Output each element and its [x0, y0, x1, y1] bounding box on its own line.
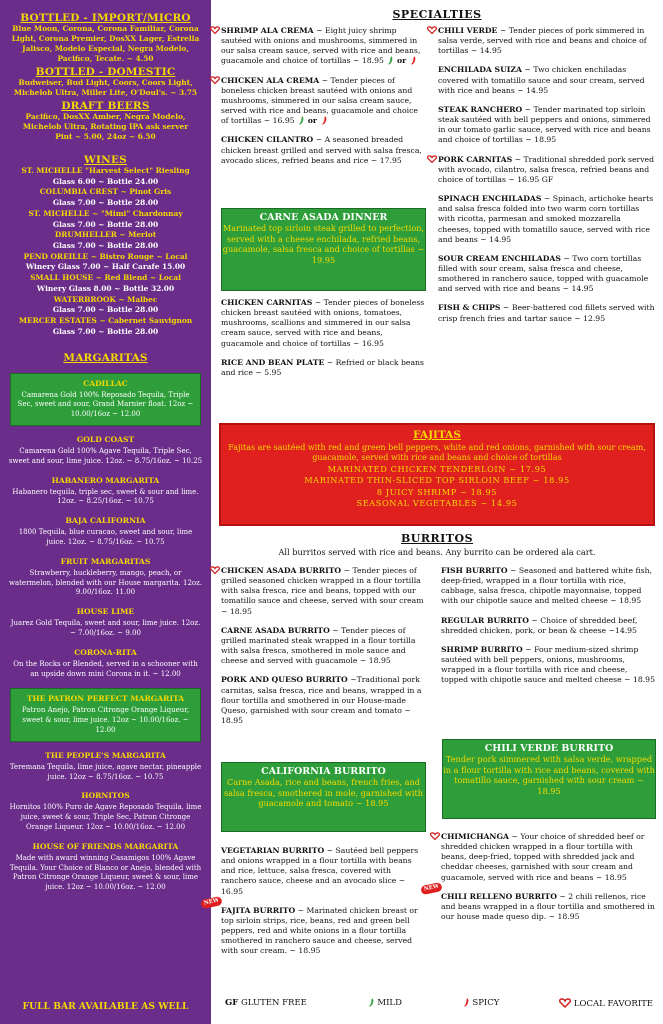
fajitas-desc: Fajitas are sautéed with red and green bell peppers, white and red onions, garnished with sour cream, guacamole, served with rice and beans and choice of tortillas [228, 443, 646, 463]
menu-item-name: CHILI RELLENO BURRITO [441, 891, 557, 901]
margarita-item [8, 751, 203, 783]
local-favorite-icon [210, 76, 220, 85]
margarita-desc: Made with award winning Casamigos 100% Agave Tequila. Your Choice of Blanco or Anejo, blended with Patron Citronge Orange Liqueur, sweet & sour, lime juice. 12oz ~ 10.00/16oz. ~ 12.00 [9, 853, 202, 892]
menu-item [438, 303, 656, 323]
specialties-right-column [438, 26, 656, 333]
menu-item-name: CHICKEN ALA CREMA [221, 75, 320, 85]
menu-item-name: CHILI VERDE [438, 26, 498, 35]
menu-item-desc: ~ Tender pieces of grilled seasoned chicken wrapped in a flour tortilla with salsa fresca, rice and beans, topped with our tomatillo sauce and cheese, served with sour cream ~ 18.95 [221, 566, 424, 616]
menu-item-name: FISH & CHIPS [438, 303, 501, 313]
local-favorite-icon [210, 26, 220, 35]
burritos-right-column-lower [423, 832, 656, 931]
wine-name: COLUMBIA CREST ~ Pinot Gris [39, 187, 172, 197]
margarita-list [8, 373, 203, 893]
draft-title: DRAFT BEERS [61, 99, 150, 112]
menu-item-desc: ~ Marinated chicken breast or top sirloin strips, rice, beans, red and green bell peppers, red and white onions in a flour tortilla smothered in ranchero sauce and cheese, served with sour cream. ~ 18.95 [221, 905, 418, 956]
gf-text: GLUTEN FREE [241, 998, 307, 1008]
fav-text: LOCAL FAVORITE [573, 998, 653, 1009]
wine-name: MERCER ESTATES ~ Cabernet Sauvignon [18, 316, 193, 326]
menu-item-name: PORK AND QUESO BURRITO [221, 675, 348, 685]
wine-price: Glass 7.00 ~ Bottle 28.00 [52, 198, 159, 208]
menu-item-desc: ~ Tender marinated top sirloin steak sautéed with bell peppers and onions, simmered in our tomato garlic sauce, served with rice and beans and choice of tortillas ~ 18.95 [438, 104, 651, 145]
wine-name: WATERBROOK ~ Malbec [53, 294, 158, 304]
menu-item-desc: ~ Two corn tortillas filled with sour cream, salsa fresca and cheese, smothered in ranchero sauce, topped with guacamole and served with rice and beans ~ 14.95 [438, 253, 649, 294]
menu-item-name: CARNE ASADA BURRITO [221, 625, 330, 635]
menu-item-name: VEGETARIAN BURRITO [221, 846, 325, 855]
menu-item-name: FAJITA BURRITO [221, 905, 296, 915]
margarita-name: HOUSE OF FRIENDS MARGARITA [32, 841, 179, 851]
legend-mild [367, 998, 402, 1008]
margarita-name: CORONA-RITA [74, 647, 137, 657]
menu-item [438, 105, 656, 146]
specialties-left-column [221, 26, 426, 175]
margarita-item [10, 373, 201, 426]
menu-item [221, 566, 426, 617]
menu-item [438, 65, 656, 95]
menu-item [221, 76, 426, 127]
carne-asada-feature [221, 208, 426, 291]
spicy-text: SPICY [472, 998, 500, 1008]
chili-verde-burrito-desc: Tender pork simmered with salsa verde, wrapped in a flour tortilla with rice and beans, covered with tomatillo sauce, garnished with sour cream ~ 18.95 [443, 754, 655, 796]
margarita-item [8, 435, 203, 467]
wine-name: PEND OREILLE ~ Bistro Rouge ~ Local [23, 251, 188, 261]
local-favorite-icon [210, 566, 220, 575]
menu-item [438, 155, 656, 185]
menu-item [221, 626, 426, 667]
legend-spicy [462, 998, 500, 1008]
menu-item-name: STEAK RANCHERO [438, 104, 523, 114]
menu-item-desc: ~ Two chicken enchiladas covered with tomatillo sauce and sour cream, served with rice and beans ~ 14.95 [438, 65, 645, 95]
margarita-item [8, 476, 203, 508]
full-bar-footer: FULL BAR AVAILABLE AS WELL [22, 1001, 189, 1012]
draft-text: Pacifico, DosXX Amber, Negra Modelo, Michelob Ultra, Rotating IPA ask server [22, 111, 189, 131]
menu-item-name: SHRIMP BURRITO [441, 644, 523, 654]
wine-price: Winery Glass 7.00 ~ Half Carafe 15.00 [25, 262, 186, 272]
margarita-item [10, 688, 201, 741]
local-favorite-icon [427, 155, 437, 164]
menu-item-name: RICE AND BEAN PLATE [221, 357, 325, 367]
menu-item-desc: ~ Refried or black beans and rice ~ 5.95 [221, 357, 424, 377]
menu-item-desc: ~ Tender pieces of pork simmered in salsa verde, served with rice and beans and choice of tortillas ~ 14.95 [438, 26, 647, 56]
fajita-option: MARINATED CHICKEN TENDERLOIN ~ 17.95 [327, 463, 547, 474]
local-favorite-icon [427, 26, 437, 35]
fajita-options [221, 464, 653, 510]
wine-name: DRUMHELLER ~ Merlot [54, 230, 157, 240]
menu-item-name: PORK CARNITAS [438, 154, 513, 164]
margarita-desc: Strawberry, huckleberry, mango, peach, or watermelon, blended with our House margarita. 12oz. 9.00/16oz. 11.00 [8, 568, 203, 597]
burritos-title: BURRITOS [400, 532, 474, 545]
chili-verde-burrito-title: CHILI VERDE BURRITO [484, 743, 614, 754]
margarita-desc: Patron Anejo, Patron Citronge Orange Liqueur, sweet & sour, lime juice. 12oz ~ 10.00/16oz. ~ 12.00 [21, 706, 190, 734]
margarita-name: CADILLAC [83, 378, 128, 388]
wine-name: ST. MICHELLE ~ "Mimi" Chardonnay [28, 208, 183, 218]
margarita-desc: Teremana Tequila, lime juice, agave nectar, pineapple juice. 12oz ~ 8.75/16oz. ~ 10.75 [9, 762, 202, 781]
wine-price: Glass 7.00 ~ Bottle 28.00 [52, 219, 159, 229]
local-favorite-icon [430, 832, 440, 841]
menu-item [221, 846, 426, 897]
menu-item [221, 26, 426, 67]
margarita-desc: Camarena Gold 100% Agave Tequila, Triple Sec, sweet and sour, lime juice. 12oz. ~ 8.75/16oz. ~ 10.25 [8, 447, 203, 465]
california-burrito-feature [221, 762, 426, 832]
drinks-sidebar [0, 0, 211, 1024]
menu-item-name: CHICKEN CILANTRO [221, 135, 314, 145]
wines-title: WINES [84, 153, 127, 166]
burritos-right-column [441, 566, 656, 695]
menu-item [423, 883, 656, 922]
chili-verde-burrito-feature [442, 739, 656, 819]
legend-local-favorite [559, 998, 653, 1009]
margarita-name: THE PATRON PERFECT MARGARITA [26, 694, 185, 704]
menu-item [441, 616, 656, 636]
menu-item [441, 566, 656, 607]
margarita-name: FRUIT MARGARITAS [60, 556, 151, 566]
legend-gluten-free [225, 998, 307, 1008]
menu-item [438, 26, 656, 56]
margarita-desc: Camarena Gold 100% Reposado Tequila, Triple Sec, sweet and sour, Grand Marnier float. 12oz ~ 10.00/16oz ~ 12.00 [17, 390, 194, 419]
gf-mark: GF [225, 998, 239, 1008]
margarita-name: BAJA CALIFORNIA [65, 516, 146, 526]
new-badge: NEW [420, 882, 443, 895]
menu-item [438, 194, 656, 245]
menu-item-name: CHIMICHANGA [441, 832, 509, 841]
specialties-title: SPECIALTIES [392, 8, 482, 21]
bottled-domestic-title: BOTTLED - DOMESTIC [35, 65, 176, 78]
burritos-subtitle: All burritos served with rice and beans. Any burrito can be ordered ala cart. [278, 547, 596, 557]
margarita-name: HABANERO MARGARITA [51, 475, 160, 485]
menu-item [203, 897, 426, 957]
menu-item-desc: ~ Spinach, artichoke hearts and salsa fresca folded into two warm corn tortillas with ricotta, parmesan and smoked mozzarella cheeses, topped with tomatillo sauce, served with rice and beans ~ 14.95 [438, 194, 654, 244]
mild-pepper-icon [297, 116, 305, 125]
fajita-option: SEASONAL VEGETABLES ~ 14.95 [356, 498, 518, 509]
menu-item-desc: ~ Tender pieces of boneless chicken breast sautéed with onions and mushrooms, simmered in our salsa cream sauce, served with rice and beans, guacamole and choice of tortillas ~ 16.95 [221, 75, 418, 126]
margarita-desc: 1800 Tequila, blue curacao, sweet and sour, lime juice. 12oz. ~ 8.75/16oz. ~ 10.75 [18, 528, 193, 546]
margarita-item [8, 516, 203, 548]
fajitas-title: FAJITAS [413, 429, 461, 441]
bottled-domestic-text: Budweiser, Bud Light, Coors, Coors Light, Michelob Ultra, Miller Lite, O'Doul's. ~ 3.75 [13, 77, 198, 97]
bottled-import-text: Blue Moon, Corona, Corona Familiar, Corona Light, Corona Premier, DosXX Lager, Estrella Jalisco, Modelo Especial, Negra Modelo, Pacifico, Tecate. ~ 4.50 [11, 24, 200, 63]
carne-asada-desc: Marinated top sirloin steak grilled to perfection, served with a cheese enchilada, refried beans, guacamole, salsa fresca and choice of tortillas ~ 19.95 [222, 223, 425, 265]
or-text: or [394, 56, 409, 66]
menu-item [441, 832, 656, 883]
menu-item [221, 298, 426, 349]
margaritas-title: MARGARITAS [63, 351, 148, 364]
margarita-item [8, 557, 203, 598]
mild-text: MILD [377, 998, 402, 1008]
margarita-item [8, 842, 203, 893]
menu-item-desc: ~ Seasoned and battered white fish, deep-fried, wrapped in a flour tortilla with rice, cabbage, salsa fresca, chipotle mayonnaise, topped with our chipotle sauce and melted cheese ~ 18.95 [441, 566, 652, 606]
margarita-desc: Habanero tequila, triple sec, sweet & sour and lime. 12oz. ~ 8.25/16oz. ~ 10.75 [12, 487, 199, 506]
menu-item [221, 675, 426, 726]
menu-item-name: ENCHILADA SUIZA [438, 65, 522, 75]
margarita-name: HORNITOS [81, 791, 130, 801]
fajitas-box [219, 423, 655, 526]
menu-item-name: CHICKEN CARNITAS [221, 298, 313, 307]
menu-item-desc: ~ Eight juicy shrimp sautéed with onions and mushrooms, simmered in our salsa cream sauce, served with rice and beans, guacamole and choice of tortillas ~ 18.95 [221, 26, 421, 66]
margarita-name: HOUSE LIME [76, 607, 135, 617]
menu-item-name: SOUR CREAM ENCHILADAS [438, 253, 561, 263]
menu-item-desc: ~ A seasoned breaded chicken breast grilled and served with salsa fresca, avocado slices, refried beans and rice ~ 17.95 [221, 135, 422, 165]
wine-list [8, 166, 203, 338]
wine-price: Glass 7.00 ~ Bottle 28.00 [52, 241, 159, 250]
menu-item [441, 645, 656, 686]
menu-item-desc: ~ Sautéed bell peppers and onions wrapped in a flour tortilla with beans and rice, lettuce, salsa fresca, covered with ranchero sauce, cheese and an avocado slice ~ 16.95 [221, 846, 419, 896]
specialties-left-column-lower [221, 298, 426, 387]
margarita-desc: Hornitos 100% Puro de Agave Reposado Tequila, lime juice, sweet & sour, Triple Sec, Patron Citronge Orange Liqueur. 12oz ~ 10.00/16oz. ~ 12.00 [9, 803, 202, 831]
menu-item [221, 135, 426, 165]
menu-item-desc: ~ Traditional shredded pork served with avocado, cilantro, salsa fresca, refried beans and choice of tortillas ~ 16.95 GF [438, 154, 655, 184]
menu-item-name: CHICKEN ASADA BURRITO [221, 566, 342, 575]
california-burrito-desc: Carne Asada, rice and beans, french fries, and salsa fresca, smothered in mole, garnished with guacamole and tomato ~ 18.95 [223, 777, 424, 809]
menu-item-name: FISH BURRITO [441, 566, 508, 575]
fajita-option: MARINATED THIN-SLICED TOP SIRLOIN BEEF ~ 18.95 [304, 475, 570, 486]
menu-item-name: REGULAR BURRITO [441, 615, 529, 625]
spicy-pepper-icon [462, 998, 470, 1007]
mild-pepper-icon [367, 998, 375, 1007]
margarita-desc: On the Rocks or Blended, served in a schooner with an upside down mini Corona in it. ~ 12.00 [13, 659, 198, 678]
menu-item-desc: ~ 2 chili rellenos, rice and beans wrapped in a flour tortilla and smothered in our house made queso dip. ~ 18.95 [441, 891, 655, 922]
draft-price: Pint ~ 5.00, 24oz ~ 6.50 [55, 131, 156, 141]
wine-price: Glass 7.00 ~ Bottle 28.00 [52, 305, 159, 315]
menu-item-desc: ~ Tender pieces of grilled marinated steak wrapped in a flour tortilla with salsa fresca, smothered in mole sauce and cheese and served with guacamole ~ 18.95 [221, 625, 416, 666]
burritos-left-column-lower [203, 846, 426, 966]
wine-price: Glass 7.00 ~ Bottle 28.00 [52, 326, 159, 336]
menu-item-name: SPINACH ENCHILADAS [438, 194, 542, 204]
wine-price: Winery Glass 8.00 ~ Bottle 32.00 [36, 283, 175, 293]
new-badge: NEW [200, 896, 223, 909]
or-text: or [305, 116, 320, 126]
california-burrito-title: CALIFORNIA BURRITO [261, 766, 386, 777]
food-menu [203, 0, 663, 1024]
wine-name: SMALL HOUSE ~ Red Blend ~ Local [30, 273, 181, 283]
menu-item-desc: ~ Four medium-sized shrimp sautéed with bell peppers, onions, mushrooms, wrapped in a flour tortilla with rice and cheese, topped with chipotle sauce and melted cheese ~ 18.95 [441, 644, 655, 685]
menu-item-desc: ~ Tender pieces of boneless chicken breast sautéed with onions, tomatoes, mushrooms, scallions and simmered in our salsa cream sauce, served with rice and beans, guacamole and choice of tortillas ~ 16.95 [221, 298, 425, 348]
menu-item [221, 358, 426, 378]
fajita-option: 8 JUICY SHRIMP ~ 18.95 [376, 486, 498, 497]
wine-name: ST. MICHELLE "Harvest Select" Riesling [21, 165, 190, 175]
margarita-desc: Juarez Gold Tequila, sweet and sour, lime juice. 12oz. ~ 7.00/16oz. ~ 9.00 [10, 619, 201, 637]
menu-item-desc: ~ Choice of shredded beef, shredded chicken, pork, or bean & cheese ~14.95 [441, 615, 638, 635]
spicy-pepper-icon [409, 56, 417, 65]
menu-item-name: SHRIMP ALA CREMA [221, 26, 314, 35]
menu-item-desc: ~Traditional pork carnitas, salsa fresca, rice and beans, wrapped in a flour tortilla and smothered in our House-made Queso, garnished with sour cream and tomato ~ 18.95 [221, 675, 422, 726]
menu-item [438, 254, 656, 295]
spicy-pepper-icon [320, 116, 328, 125]
menu-item-desc: ~ Your choice of shredded beef or shredded chicken wrapped in a flour tortilla with beans, deep-fried, topped with shredded jack and cheddar cheeses, garnished with sour cream and guacamole, served with rice and beans ~ 18.95 [441, 832, 645, 882]
bottled-import-title: BOTTLED - IMPORT/MICRO [20, 12, 191, 24]
margarita-item [8, 648, 203, 680]
carne-asada-title: CARNE ASADA DINNER [259, 212, 388, 223]
wine-price: Glass 6.00 ~ Bottle 24.00 [52, 176, 159, 186]
local-favorite-icon [559, 998, 571, 1008]
margarita-item [8, 791, 203, 832]
margarita-name: THE PEOPLE'S MARGARITA [45, 750, 166, 760]
legend [219, 995, 659, 1011]
burritos-left-column [221, 566, 426, 735]
margarita-item [8, 607, 203, 639]
menu-item-desc: ~ Beer-battered cod fillets served with crisp french fries and tartar sauce ~ 12.95 [438, 303, 655, 323]
margarita-name: GOLD COAST [76, 435, 135, 444]
